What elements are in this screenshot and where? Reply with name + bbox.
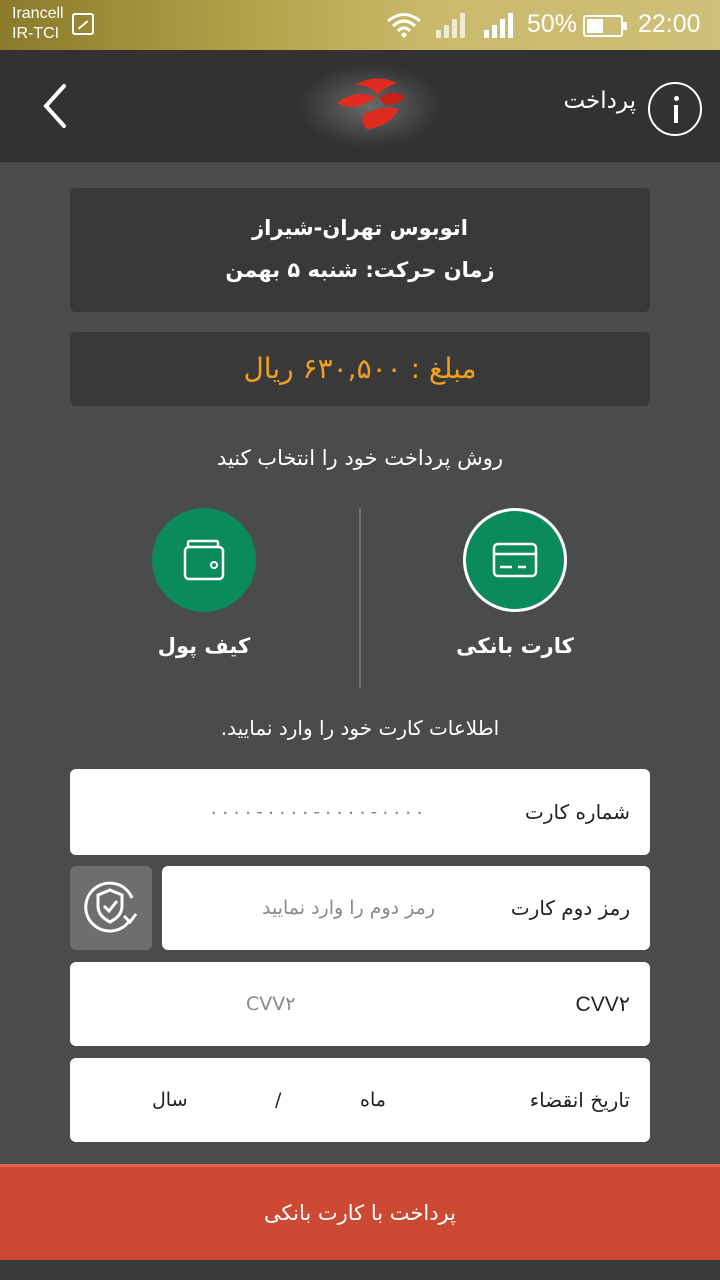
bank-card-circle[interactable] (463, 508, 567, 612)
expiry-field[interactable] (70, 1058, 650, 1142)
pin2-field[interactable] (162, 866, 650, 950)
request-pin2-button[interactable] (70, 866, 152, 950)
cvv2-input[interactable]: CVV۲ (246, 993, 296, 1015)
expiry-month-input[interactable]: ماه (360, 1089, 386, 1111)
carrier-info (12, 4, 64, 44)
payment-method-prompt: روش پرداخت خود را انتخاب کنید (216, 446, 504, 470)
signal-icon (436, 12, 468, 38)
card-number-label: شماره کارت (524, 800, 630, 824)
carrier-name: Irancell (12, 5, 64, 22)
signal-icon (484, 12, 516, 38)
wifi-icon (386, 12, 422, 38)
trip-title: اتوبوس تهران-شیراز (252, 216, 468, 240)
brand-logo (300, 65, 440, 147)
clock: 22:00 (638, 10, 701, 38)
info-button[interactable] (648, 82, 702, 136)
wallet-icon (182, 539, 226, 581)
app-bar (0, 50, 720, 162)
battery-percent: 50% (527, 10, 578, 38)
carrier-code: IR-TCI (12, 25, 60, 42)
payment-option-bank-card[interactable] (415, 508, 615, 678)
bottom-strip (0, 1260, 720, 1280)
chevron-left-icon (34, 80, 78, 132)
battery-icon (583, 15, 623, 37)
pay-with-card-button[interactable]: پرداخت با کارت بانکی (0, 1164, 720, 1260)
status-bar (0, 0, 720, 50)
cvv2-label: CVV۲ (575, 992, 630, 1016)
expiry-year-input[interactable]: سال (152, 1089, 188, 1111)
back-button[interactable] (34, 80, 78, 132)
shield-refresh-icon (80, 876, 142, 940)
image-icon (72, 13, 94, 35)
wallet-circle[interactable] (152, 508, 256, 612)
expiry-separator: / (275, 1089, 282, 1111)
card-number-input[interactable]: ۰۰۰۰-۰۰۰۰-۰۰۰۰-۰۰۰۰ (208, 801, 426, 823)
trip-departure: زمان حرکت: شنبه ۵ بهمن (225, 258, 495, 282)
page-title: پرداخت (563, 88, 636, 114)
method-divider (359, 508, 361, 688)
card-number-field[interactable] (70, 769, 650, 855)
trip-info-card (70, 188, 650, 312)
bank-card-label: کارت بانکی (456, 634, 574, 658)
card-info-prompt: اطلاعات کارت خود را وارد نمایید. (220, 716, 500, 740)
cvv2-field[interactable] (70, 962, 650, 1046)
payment-option-wallet[interactable] (104, 508, 304, 678)
amount-text: مبلغ : ۶۳۰,۵۰۰ ریال (243, 352, 477, 385)
wallet-label: کیف پول (157, 634, 251, 658)
expiry-label: تاریخ انقضاء (529, 1088, 630, 1112)
pin2-input[interactable]: رمز دوم را وارد نمایید (262, 897, 435, 919)
pin2-label: رمز دوم کارت (510, 896, 630, 920)
credit-card-icon (492, 542, 538, 578)
amount-card (70, 332, 650, 406)
